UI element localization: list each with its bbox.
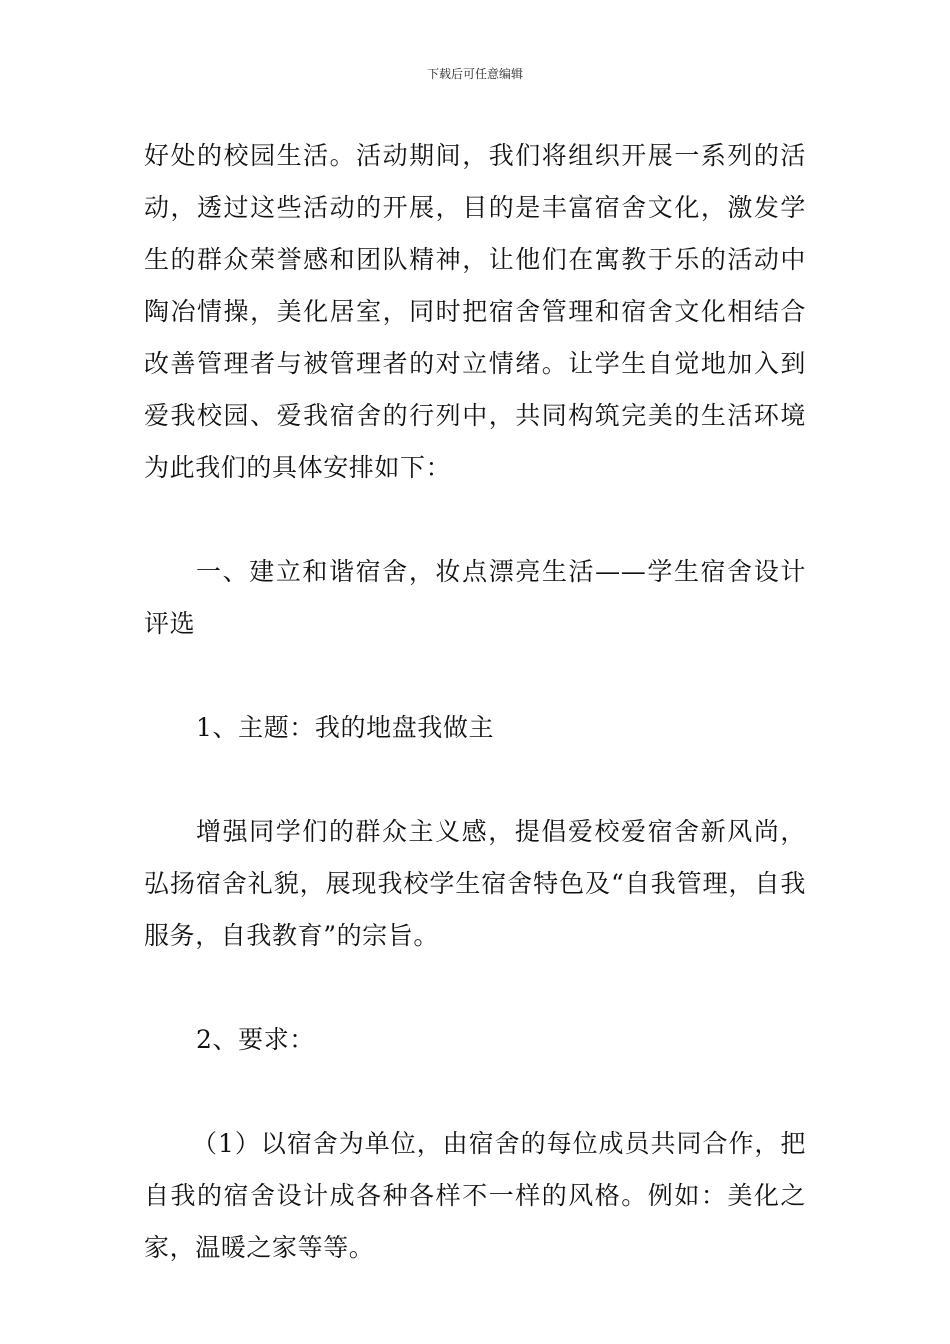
paragraph-spacer — [144, 962, 806, 1014]
item-theme: 1、主题：我的地盘我做主 — [196, 713, 495, 742]
paragraph-spacer — [144, 494, 806, 546]
paragraph-requirement-1: （1）以宿舍为单位，由宿舍的每位成员共同合作，把自我的宿舍设计成各种各样不一样的风格。例如：美化之家，温暖之家等等。 — [144, 1129, 806, 1262]
paragraph-intro: 好处的校园生活。活动期间，我们将组织开展一系列的活动，透过这些活动的开展，目的是丰富宿舍文化，激发学生的群众荣誉感和团队精神，让他们在寓教于乐的活动中陶冶情操，美化居室，同时把宿舍管理和宿舍文化相结合改善管理者与被管理者的对立情绪。让学生自觉地加入到爱我校园、爱我宿舍的行列中，共同构筑完美的生活环境为此我们的具体安排如下： — [144, 141, 806, 482]
paragraph-spacer — [144, 650, 806, 702]
paragraph-spacer — [144, 754, 806, 806]
paragraph-purpose: 增强同学们的群众主义感，提倡爱校爱宿舍新风尚，弘扬宿舍礼貌，展现我校学生宿舍特色及“自我管理，自我服务，自我教育”的宗旨。 — [144, 817, 806, 950]
item-requirements: 2、要求： — [196, 1025, 315, 1054]
page-header: 下载后可任意编辑 — [426, 67, 523, 81]
paragraph-spacer — [144, 1066, 806, 1118]
section-heading: 一、建立和谐宿舍，妆点漂亮生活——学生宿舍设计评选 — [144, 557, 806, 638]
document-body — [144, 130, 806, 1274]
